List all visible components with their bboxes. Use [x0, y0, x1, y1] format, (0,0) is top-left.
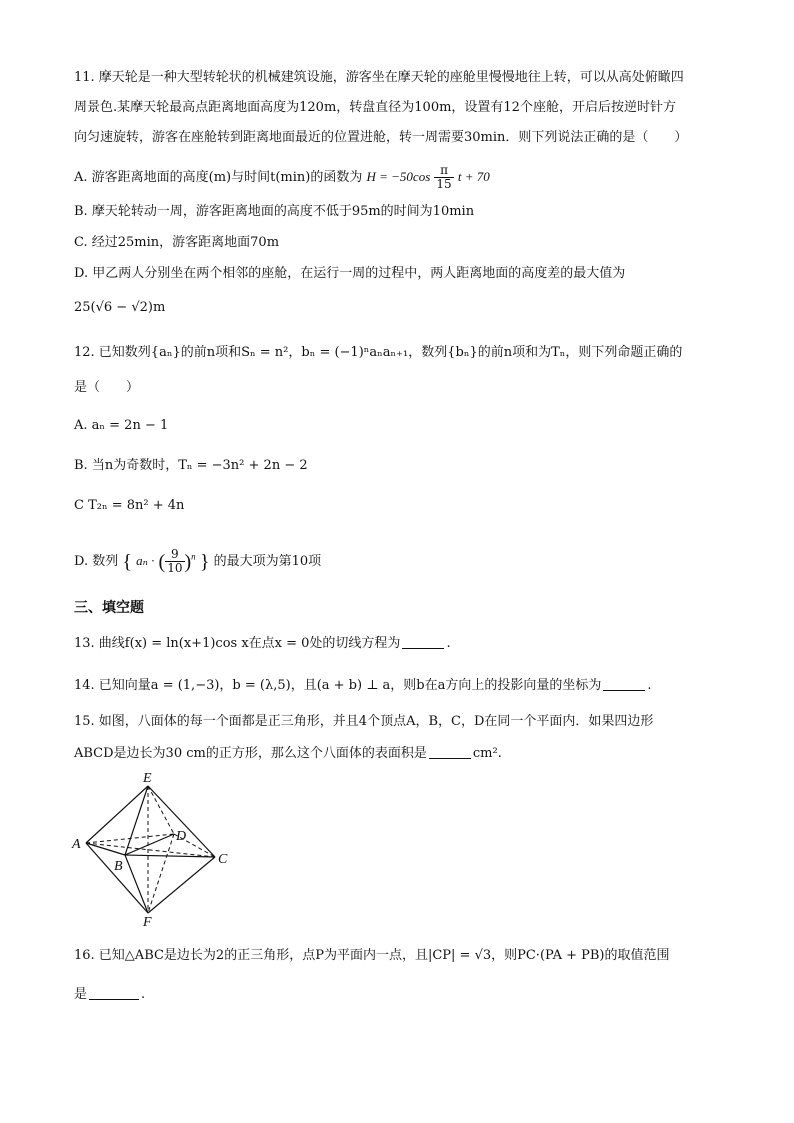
q12-option-d-fraction: $\frac{9}{10}$ [167, 547, 183, 575]
q13-answer-blank[interactable] [402, 634, 444, 649]
q16-answer-blank[interactable] [89, 985, 139, 1000]
label-B: B [114, 859, 123, 874]
q11-line3: 向匀速旋转，游客在座舱转到距离地面最近的位置进舱，转一周需要30min．则下列说法正确的是（ ） [74, 130, 688, 145]
q13: 13. 曲线f(x) = ln(x+1)cos x在点x = 0处的切线方程为 . [74, 636, 451, 651]
q15-line2: ABCD是边长为30 cm的正方形，那么这个八面体的表面积是 cm². [74, 746, 502, 761]
q14: 14. 已知向量a = (1,−3)，b = (λ,5)，且(a + b) ⊥ a，则b在a方向上的投影向量的坐标为 . [74, 678, 652, 693]
edge-EC [148, 786, 215, 857]
q14-answer-blank[interactable] [603, 676, 645, 691]
q12-option-a: A. aₙ = 2n − 1 [74, 418, 169, 433]
edge-BF [125, 855, 148, 913]
edge-CF [148, 857, 215, 913]
q11-option-a-tail: t + 70 [457, 169, 490, 184]
q11-line2: 周景色.某摩天轮最高点距离地面高度为120m，转盘直径为100m，设置有12个座舱，开启后按逆时针方 [74, 100, 676, 115]
q15-answer-blank[interactable] [429, 744, 471, 759]
edge-BD [125, 834, 174, 855]
edge-BC [125, 855, 215, 857]
label-C: C [218, 852, 228, 867]
q15-line1: 15. 如图，八面体的每一个面都是正三角形，并且4个顶点A，B，C，D在同一个平面内．如果四边形 [74, 714, 654, 729]
q12-option-d-tail: 的最大项为第10项 [213, 554, 322, 569]
q12-option-d-text: D. 数列 [74, 554, 119, 569]
label-E: E [143, 771, 152, 786]
section-heading: 三、填空题 [74, 600, 144, 616]
edge-AF [86, 843, 148, 913]
q12-line1: 12. 已知数列{aₙ}的前n项和Sₙ = n²，bₙ = (−1)ⁿaₙaₙ₊₁，数列{bₙ}的前n项和为Tₙ，则下列命题正确的 [74, 345, 683, 360]
q11-option-b: B. 摩天轮转动一周，游客距离地面的高度不低于95m的时间为10min [74, 204, 475, 219]
q12-option-c: C T₂ₙ = 8n² + 4n [74, 498, 185, 513]
q12-line2: 是（ ） [74, 380, 140, 395]
q11-option-a [74, 164, 490, 191]
q14-text: 14. 已知向量a = (1,−3)，b = (λ,5)，且(a + b) ⊥ a，则b在a方向上的投影向量的坐标为 [74, 678, 602, 693]
q16-line2: 是 . [74, 987, 146, 1002]
label-A: A [72, 837, 81, 852]
q16-text: 是 [74, 987, 88, 1002]
q11-option-c: C. 经过25min，游客距离地面70m [74, 235, 280, 250]
label-F: F [143, 915, 152, 928]
q12-option-d: D. 数列 { aₙ · ( $\frac{9}{10}$ )$^n$ } 的最大项为第10项 [74, 547, 322, 575]
q12-option-b: B. 当n为奇数时，Tₙ = −3n² + 2n − 2 [74, 458, 308, 473]
label-D: D [176, 829, 187, 844]
q11-option-a-formula: H = −50cos [366, 169, 431, 184]
q13-text: 13. 曲线f(x) = ln(x+1)cos x在点x = 0处的切线方程为 [74, 636, 401, 651]
q11-option-a-text: A. 游客距离地面的高度(m)与时间t(min)的函数为 [74, 170, 363, 185]
edge-AC [86, 843, 215, 857]
q11-option-d-line2: 25(√6 − √2)m [74, 300, 166, 315]
q16-line1: 16. 已知△ABC是边长为2的正三角形，点P为平面内一点，且|CP| = √3，则PC·(PA + PB)的取值范围 [74, 948, 670, 963]
q12-option-d-term: aₙ · [136, 553, 155, 568]
octahedron-figure [70, 768, 250, 928]
edge-DF [148, 834, 174, 913]
q11-option-a-fraction: $\frac{\pi}{15}$ [436, 163, 452, 191]
q11-option-d-line1: D. 甲乙两人分别坐在两个相邻的座舱，在运行一周的过程中，两人距离地面的高度差的最大值为 [74, 266, 626, 281]
q11-line1: 11. 摩天轮是一种大型转轮状的机械建筑设施，游客坐在摩天轮的座舱里慢慢地往上转，可以从高处俯瞰四 [74, 70, 684, 85]
q15-text: ABCD是边长为30 cm的正方形，那么这个八面体的表面积是 [74, 746, 427, 761]
